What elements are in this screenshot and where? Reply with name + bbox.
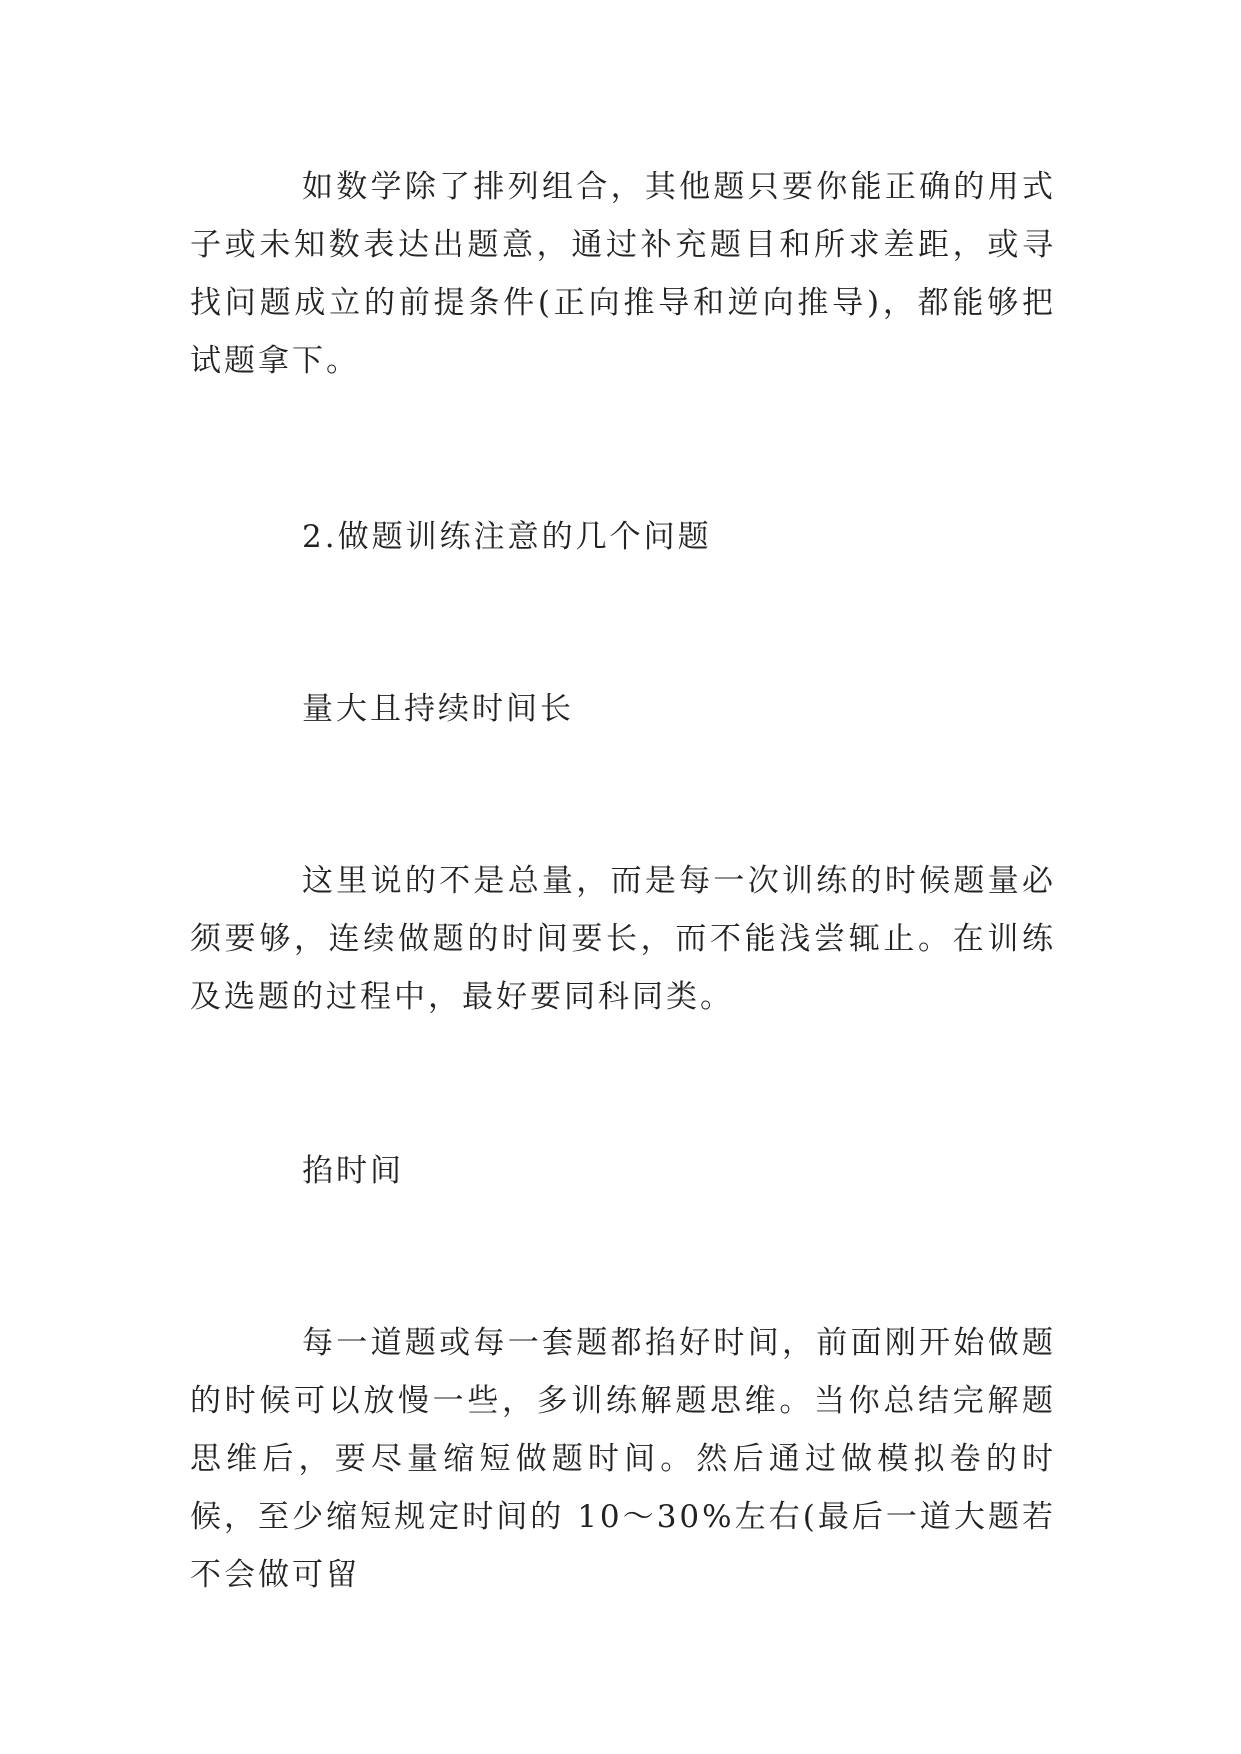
- paragraph-math-method: 如数学除了排列组合，其他题只要你能正确的用式子或未知数表达出题意，通过补充题目和所求差距，或寻找问题成立的前提条件(正向推导和逆向推导)，都能够把试题拿下。: [190, 169, 1056, 379]
- section-heading-practice-issues: 2.做题训练注意的几个问题: [302, 519, 712, 555]
- paragraph-timing-explanation: 每一道题或每一套题都掐好时间，前面刚开始做题的时候可以放慢一些，多训练解题思维。当你总结完解题思维后，要尽量缩短做题时间。然后通过做模拟卷的时候，至少缩短规定时间的 10～30%左右(最后一道大题若不会做可留: [190, 1325, 1056, 1593]
- subheading-large-volume: 量大且持续时间长: [302, 691, 574, 727]
- paragraph-volume-explanation: 这里说的不是总量，而是每一次训练的时候题量必须要够，连续做题的时间要长，而不能浅尝辄止。在训练及选题的过程中，最好要同科同类。: [190, 863, 1056, 1015]
- subheading-timing: 掐时间: [302, 1153, 404, 1189]
